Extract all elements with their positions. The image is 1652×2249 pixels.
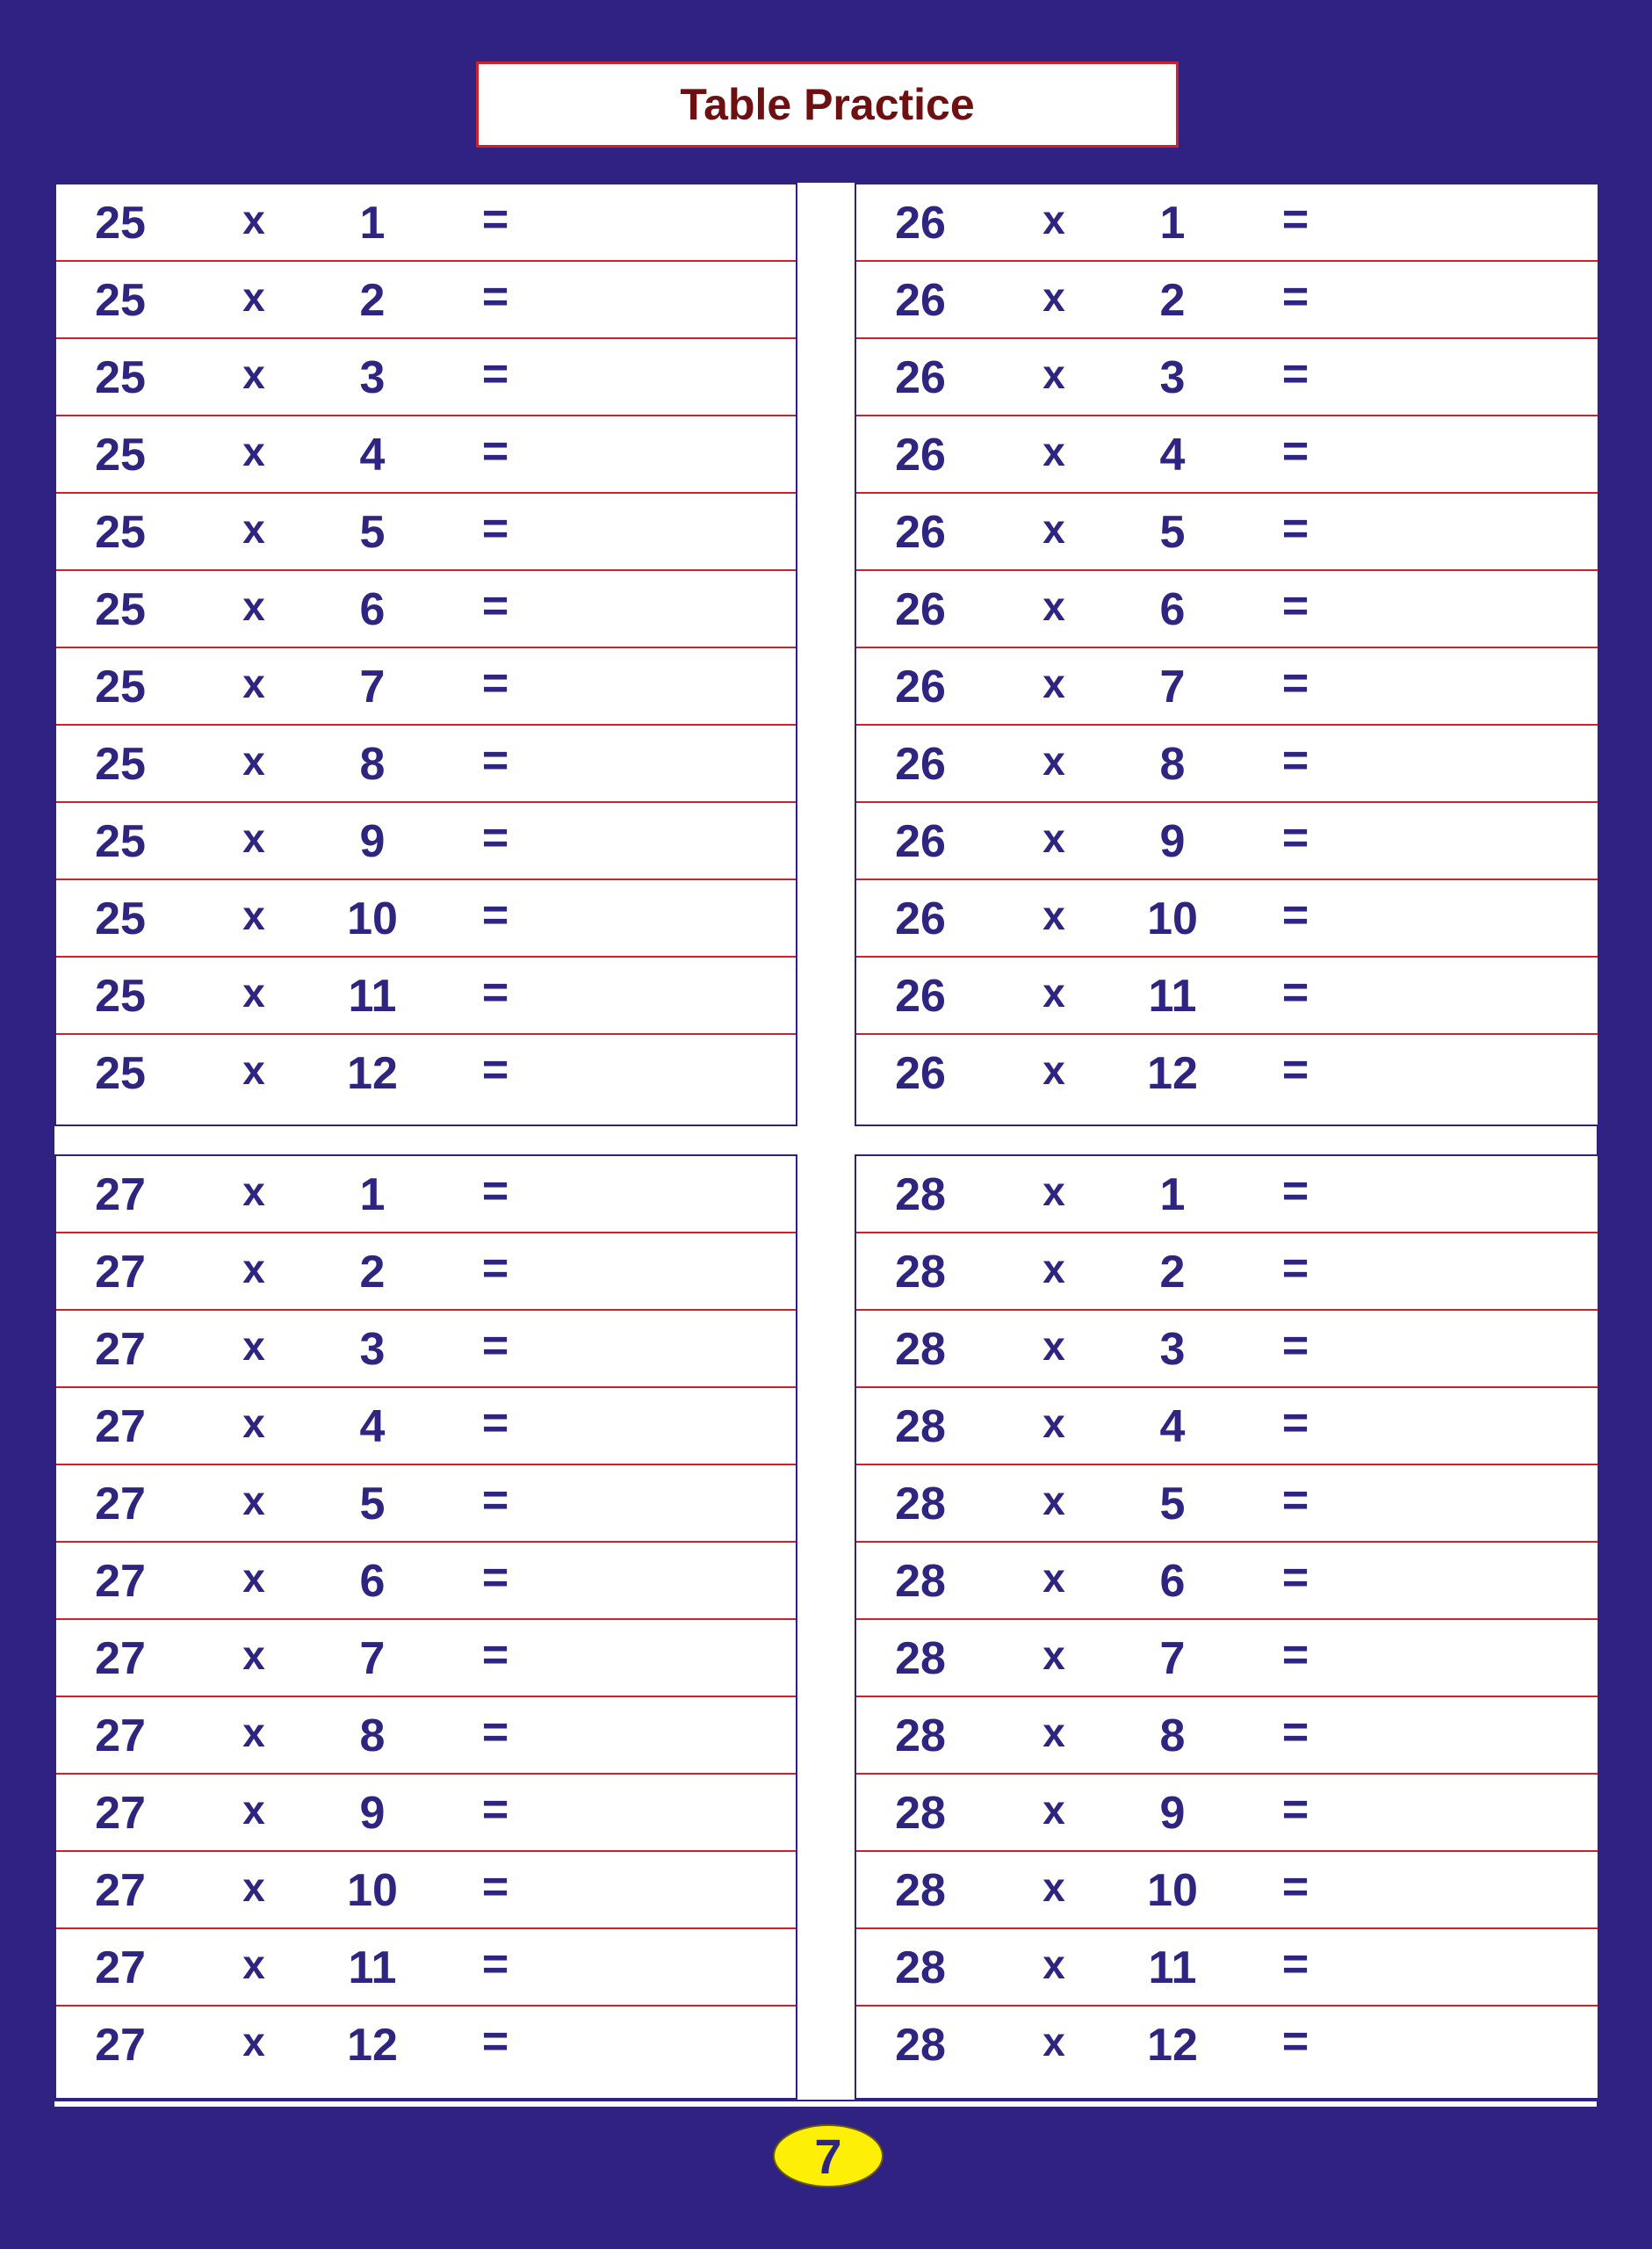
equals-sign: = [481, 2016, 509, 2067]
table-row [56, 494, 796, 571]
row-base-number: 27 [95, 1479, 146, 1529]
times-sign: x [1042, 1864, 1065, 1910]
row-multiplier: 12 [347, 1048, 398, 1099]
equals-sign: = [481, 967, 509, 1018]
row-multiplier: 7 [359, 1633, 386, 1684]
times-sign: x [1042, 738, 1065, 784]
row-base-number: 28 [895, 1633, 946, 1684]
times-sign: x [1042, 893, 1065, 938]
times-sign: x [242, 970, 265, 1016]
table-row [56, 1233, 796, 1311]
equals-sign: = [1281, 503, 1309, 554]
row-base-number: 25 [95, 275, 146, 326]
equals-sign: = [481, 813, 509, 864]
times-sign: x [242, 197, 265, 242]
table-row [56, 416, 796, 494]
times-sign: x [1042, 661, 1065, 706]
equals-sign: = [481, 581, 509, 632]
row-base-number: 27 [95, 1865, 146, 1916]
row-multiplier: 3 [359, 352, 386, 403]
equals-sign: = [1281, 1166, 1309, 1217]
table-row [856, 726, 1598, 803]
table-row [56, 1035, 796, 1112]
table-row [56, 1156, 796, 1233]
row-base-number: 25 [95, 430, 146, 481]
row-base-number: 26 [895, 430, 946, 481]
row-base-number: 25 [95, 1048, 146, 1099]
row-multiplier: 1 [1159, 198, 1186, 249]
row-base-number: 27 [95, 1169, 146, 1220]
equals-sign: = [1281, 1552, 1309, 1603]
table-row [856, 958, 1598, 1035]
row-multiplier: 10 [1147, 1865, 1198, 1916]
equals-sign: = [1281, 2016, 1309, 2067]
row-base-number: 27 [95, 1710, 146, 1761]
row-base-number: 25 [95, 816, 146, 867]
times-sign: x [242, 661, 265, 706]
row-base-number: 26 [895, 198, 946, 249]
row-multiplier: 5 [1159, 507, 1186, 558]
row-multiplier: 4 [1159, 430, 1186, 481]
equals-sign: = [481, 1475, 509, 1526]
times-sign: x [242, 1168, 265, 1214]
times-sign: x [242, 893, 265, 938]
times-sign: x [1042, 1555, 1065, 1601]
times-sign: x [1042, 429, 1065, 474]
equals-sign: = [1281, 1320, 1309, 1371]
table-row [856, 1852, 1598, 1929]
row-multiplier: 11 [1148, 1942, 1197, 1993]
row-multiplier: 12 [1147, 1048, 1198, 1099]
row-multiplier: 10 [347, 1865, 398, 1916]
times-sign: x [242, 738, 265, 784]
page-number-badge [773, 2124, 884, 2188]
table-row [856, 416, 1598, 494]
row-base-number: 27 [95, 1556, 146, 1607]
row-base-number: 27 [95, 2020, 146, 2071]
table-row [856, 1156, 1598, 1233]
equals-sign: = [481, 1243, 509, 1294]
row-multiplier: 2 [359, 1247, 386, 1298]
row-base-number: 26 [895, 816, 946, 867]
table-row [856, 571, 1598, 648]
equals-sign: = [1281, 349, 1309, 400]
row-base-number: 26 [895, 584, 946, 635]
row-base-number: 28 [895, 1865, 946, 1916]
times-sign: x [242, 1323, 265, 1369]
table-row [56, 1311, 796, 1388]
row-multiplier: 1 [359, 198, 386, 249]
row-base-number: 25 [95, 893, 146, 944]
row-multiplier: 6 [1159, 584, 1186, 635]
equals-sign: = [481, 1784, 509, 1835]
page-number: 7 [814, 2128, 842, 2184]
table-row [56, 726, 796, 803]
row-base-number: 26 [895, 507, 946, 558]
table-row [56, 262, 796, 339]
times-sign: x [1042, 1787, 1065, 1833]
times-sign: x [1042, 506, 1065, 552]
table-row [856, 648, 1598, 726]
equals-sign: = [481, 1320, 509, 1371]
times-sign: x [1042, 1246, 1065, 1291]
row-multiplier: 6 [1159, 1556, 1186, 1607]
row-multiplier: 7 [359, 662, 386, 712]
row-base-number: 28 [895, 1788, 946, 1839]
row-base-number: 28 [895, 2020, 946, 2071]
row-base-number: 25 [95, 584, 146, 635]
row-multiplier: 1 [359, 1169, 386, 1220]
table-row [56, 1465, 796, 1543]
row-multiplier: 6 [359, 1556, 386, 1607]
row-multiplier: 8 [1159, 739, 1186, 790]
row-multiplier: 4 [1159, 1401, 1186, 1452]
table-row [56, 2007, 796, 2084]
row-multiplier: 3 [1159, 352, 1186, 403]
times-sign: x [242, 1555, 265, 1601]
table-panel-27 [54, 1154, 797, 2100]
row-multiplier: 2 [359, 275, 386, 326]
row-multiplier: 4 [359, 430, 386, 481]
row-base-number: 26 [895, 352, 946, 403]
row-multiplier: 5 [359, 1479, 386, 1529]
equals-sign: = [481, 735, 509, 786]
row-multiplier: 6 [359, 584, 386, 635]
equals-sign: = [1281, 1939, 1309, 1990]
row-base-number: 26 [895, 662, 946, 712]
row-base-number: 27 [95, 1788, 146, 1839]
table-row [856, 1465, 1598, 1543]
table-panel-25 [54, 183, 797, 1126]
table-row [856, 1035, 1598, 1112]
table-row [856, 1388, 1598, 1465]
row-base-number: 25 [95, 507, 146, 558]
table-row [56, 184, 796, 262]
table-row [856, 339, 1598, 416]
equals-sign: = [481, 1552, 509, 1603]
table-row [856, 1233, 1598, 1311]
row-base-number: 27 [95, 1401, 146, 1452]
table-panel-28 [855, 1154, 1598, 2100]
row-multiplier: 3 [1159, 1324, 1186, 1375]
row-multiplier: 11 [348, 971, 397, 1022]
row-multiplier: 12 [1147, 2020, 1198, 2071]
row-base-number: 28 [895, 1169, 946, 1220]
row-base-number: 28 [895, 1479, 946, 1529]
row-multiplier: 9 [1159, 816, 1186, 867]
table-row [856, 1543, 1598, 1620]
times-sign: x [1042, 2019, 1065, 2065]
table-row [856, 2007, 1598, 2084]
row-multiplier: 9 [359, 1788, 386, 1839]
equals-sign: = [1281, 735, 1309, 786]
equals-sign: = [481, 1398, 509, 1449]
row-base-number: 26 [895, 739, 946, 790]
times-sign: x [242, 1787, 265, 1833]
times-sign: x [1042, 815, 1065, 861]
row-base-number: 26 [895, 275, 946, 326]
row-multiplier: 8 [1159, 1710, 1186, 1761]
table-row [56, 880, 796, 958]
row-base-number: 28 [895, 1942, 946, 1993]
row-multiplier: 11 [1148, 971, 1197, 1022]
equals-sign: = [481, 658, 509, 709]
times-sign: x [242, 1047, 265, 1093]
row-multiplier: 8 [359, 739, 386, 790]
times-sign: x [242, 1942, 265, 1987]
equals-sign: = [1281, 658, 1309, 709]
equals-sign: = [1281, 194, 1309, 245]
table-row [856, 262, 1598, 339]
row-base-number: 28 [895, 1401, 946, 1452]
row-multiplier: 10 [347, 893, 398, 944]
equals-sign: = [481, 1045, 509, 1096]
row-multiplier: 9 [1159, 1788, 1186, 1839]
table-row [56, 339, 796, 416]
times-sign: x [1042, 1400, 1065, 1446]
table-panel-26 [855, 183, 1598, 1126]
row-base-number: 28 [895, 1324, 946, 1375]
equals-sign: = [481, 1862, 509, 1913]
row-multiplier: 2 [1159, 275, 1186, 326]
times-sign: x [242, 1400, 265, 1446]
title-box [476, 61, 1179, 148]
row-multiplier: 7 [1159, 1633, 1186, 1684]
equals-sign: = [1281, 1243, 1309, 1294]
table-row [56, 1852, 796, 1929]
row-base-number: 27 [95, 1247, 146, 1298]
table-row [56, 1929, 796, 2007]
row-base-number: 28 [895, 1710, 946, 1761]
times-sign: x [1042, 583, 1065, 629]
row-base-number: 27 [95, 1633, 146, 1684]
row-multiplier: 11 [348, 1942, 397, 1993]
row-base-number: 28 [895, 1556, 946, 1607]
equals-sign: = [1281, 1862, 1309, 1913]
row-multiplier: 5 [1159, 1479, 1186, 1529]
row-multiplier: 12 [347, 2020, 398, 2071]
row-base-number: 25 [95, 662, 146, 712]
table-row [56, 1620, 796, 1697]
row-base-number: 25 [95, 198, 146, 249]
equals-sign: = [481, 1707, 509, 1758]
equals-sign: = [1281, 890, 1309, 941]
equals-sign: = [481, 890, 509, 941]
times-sign: x [1042, 1168, 1065, 1214]
row-multiplier: 9 [359, 816, 386, 867]
table-row [56, 1775, 796, 1852]
table-row [856, 184, 1598, 262]
table-row [856, 803, 1598, 880]
equals-sign: = [1281, 1784, 1309, 1835]
equals-sign: = [481, 349, 509, 400]
equals-sign: = [481, 426, 509, 477]
table-row [56, 1697, 796, 1775]
row-multiplier: 7 [1159, 662, 1186, 712]
row-multiplier: 10 [1147, 893, 1198, 944]
row-multiplier: 3 [359, 1324, 386, 1375]
times-sign: x [1042, 1632, 1065, 1678]
table-row [56, 1543, 796, 1620]
equals-sign: = [1281, 967, 1309, 1018]
bottom-strip [54, 2100, 1597, 2107]
table-row [856, 1620, 1598, 1697]
equals-sign: = [1281, 581, 1309, 632]
times-sign: x [242, 1478, 265, 1523]
equals-sign: = [1281, 813, 1309, 864]
table-row [56, 1388, 796, 1465]
times-sign: x [242, 1864, 265, 1910]
row-base-number: 25 [95, 971, 146, 1022]
row-multiplier: 5 [359, 507, 386, 558]
equals-sign: = [1281, 426, 1309, 477]
times-sign: x [1042, 197, 1065, 242]
equals-sign: = [481, 1630, 509, 1681]
times-sign: x [1042, 351, 1065, 397]
row-base-number: 27 [95, 1942, 146, 1993]
times-sign: x [242, 2019, 265, 2065]
table-row [856, 1929, 1598, 2007]
table-row [856, 1311, 1598, 1388]
row-base-number: 28 [895, 1247, 946, 1298]
times-sign: x [242, 583, 265, 629]
times-sign: x [1042, 274, 1065, 320]
table-row [856, 1697, 1598, 1775]
table-row [856, 1775, 1598, 1852]
equals-sign: = [481, 1939, 509, 1990]
equals-sign: = [1281, 1630, 1309, 1681]
equals-sign: = [481, 503, 509, 554]
equals-sign: = [1281, 1475, 1309, 1526]
times-sign: x [242, 506, 265, 552]
times-sign: x [1042, 970, 1065, 1016]
equals-sign: = [481, 194, 509, 245]
row-base-number: 25 [95, 352, 146, 403]
row-base-number: 27 [95, 1324, 146, 1375]
table-row [56, 648, 796, 726]
row-multiplier: 2 [1159, 1247, 1186, 1298]
page-title: Table Practice [680, 80, 975, 129]
times-sign: x [242, 1710, 265, 1755]
column-gutter [797, 183, 855, 2107]
table-row [56, 958, 796, 1035]
times-sign: x [1042, 1323, 1065, 1369]
equals-sign: = [1281, 271, 1309, 322]
table-row [856, 494, 1598, 571]
equals-sign: = [1281, 1707, 1309, 1758]
row-multiplier: 8 [359, 1710, 386, 1761]
table-row [56, 803, 796, 880]
times-sign: x [242, 1632, 265, 1678]
times-sign: x [242, 274, 265, 320]
equals-sign: = [1281, 1398, 1309, 1449]
row-multiplier: 1 [1159, 1169, 1186, 1220]
times-sign: x [242, 815, 265, 861]
times-sign: x [1042, 1047, 1065, 1093]
row-base-number: 26 [895, 893, 946, 944]
times-sign: x [242, 351, 265, 397]
times-sign: x [1042, 1942, 1065, 1987]
row-base-number: 26 [895, 1048, 946, 1099]
equals-sign: = [1281, 1045, 1309, 1096]
times-sign: x [1042, 1478, 1065, 1523]
equals-sign: = [481, 1166, 509, 1217]
row-base-number: 25 [95, 739, 146, 790]
row-base-number: 26 [895, 971, 946, 1022]
times-sign: x [242, 1246, 265, 1291]
row-multiplier: 4 [359, 1401, 386, 1452]
table-row [856, 880, 1598, 958]
table-row [56, 571, 796, 648]
equals-sign: = [481, 271, 509, 322]
times-sign: x [1042, 1710, 1065, 1755]
times-sign: x [242, 429, 265, 474]
